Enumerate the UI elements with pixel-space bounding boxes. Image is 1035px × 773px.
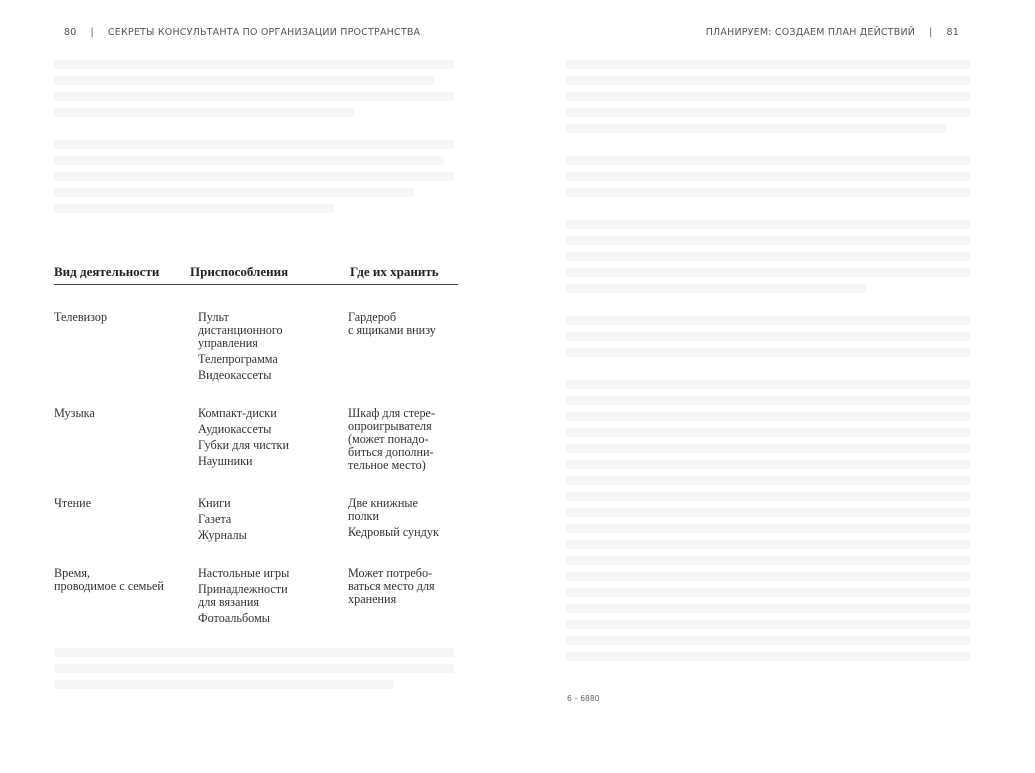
activity-cell [54, 407, 190, 475]
storage-item: Две книжные полки [348, 496, 418, 523]
tool-item: Губки для чистки [198, 438, 289, 452]
tool-item: Принадлежности для вязания [198, 582, 288, 609]
left-page-number: 80 [64, 27, 77, 38]
tool-item: Наушники [198, 454, 253, 468]
activity-cell [54, 497, 190, 545]
table-row [54, 567, 458, 628]
activity-cell [54, 567, 190, 628]
header-tools: Приспособления [190, 264, 289, 279]
right-running-head [706, 27, 959, 38]
table-header-row [54, 264, 458, 285]
storage-cell [340, 311, 460, 385]
tools-cell [190, 497, 340, 545]
table-row [54, 497, 458, 545]
storage-item: Может потребо- ваться место для хранения [348, 566, 435, 606]
storage-cell [340, 497, 460, 545]
tool-item: Видеокассеты [198, 368, 272, 382]
storage-cell [340, 407, 460, 475]
left-header-title: СЕКРЕТЫ КОНСУЛЬТАНТА ПО ОРГАНИЗАЦИИ ПРОСТРАНСТВА [107, 27, 421, 38]
tools-cell [190, 407, 340, 475]
activity-label: Чтение [54, 496, 92, 510]
tool-item: Книги [198, 496, 231, 510]
left-header-separator: | [90, 27, 94, 38]
right-page-number: 81 [946, 27, 959, 38]
header-activity: Вид деятельности [54, 264, 160, 279]
table-row [54, 311, 458, 385]
tool-item: Телепрограмма [198, 352, 278, 366]
storage-item: Шкаф для стере- опроигрывателя (может понадо- биться дополни- тельное место) [348, 406, 436, 472]
header-storage: Где их хранить [350, 264, 439, 279]
storage-item: Кедровый сундук [348, 525, 439, 539]
tool-item: Компакт-диски [198, 406, 277, 420]
tool-item: Настольные игры [198, 566, 290, 580]
activity-label: Телевизор [54, 310, 108, 324]
tool-item: Аудиокассеты [198, 422, 272, 436]
tools-cell [190, 311, 340, 385]
tools-cell [190, 567, 340, 628]
activity-cell [54, 311, 190, 385]
left-running-head [64, 27, 420, 38]
table-body [54, 311, 458, 628]
tool-item: Газета [198, 512, 232, 526]
activity-label: Время, проводимое с семьей [54, 566, 164, 593]
tool-item: Фотоальбомы [198, 611, 270, 625]
activity-label: Музыка [54, 406, 95, 420]
tool-item: Журналы [198, 528, 247, 542]
table-row [54, 407, 458, 475]
storage-item: Гардероб с ящиками внизу [348, 310, 436, 337]
right-header-title: ПЛАНИРУЕМ: СОЗДАЕМ ПЛАН ДЕЙСТВИЙ [705, 27, 916, 38]
signature-code: 6 – 6880 [567, 694, 600, 703]
storage-cell [340, 567, 460, 628]
right-header-separator: | [929, 27, 933, 38]
storage-planning-table [54, 264, 458, 650]
tool-item: Пульт дистанционного управления [198, 310, 283, 350]
